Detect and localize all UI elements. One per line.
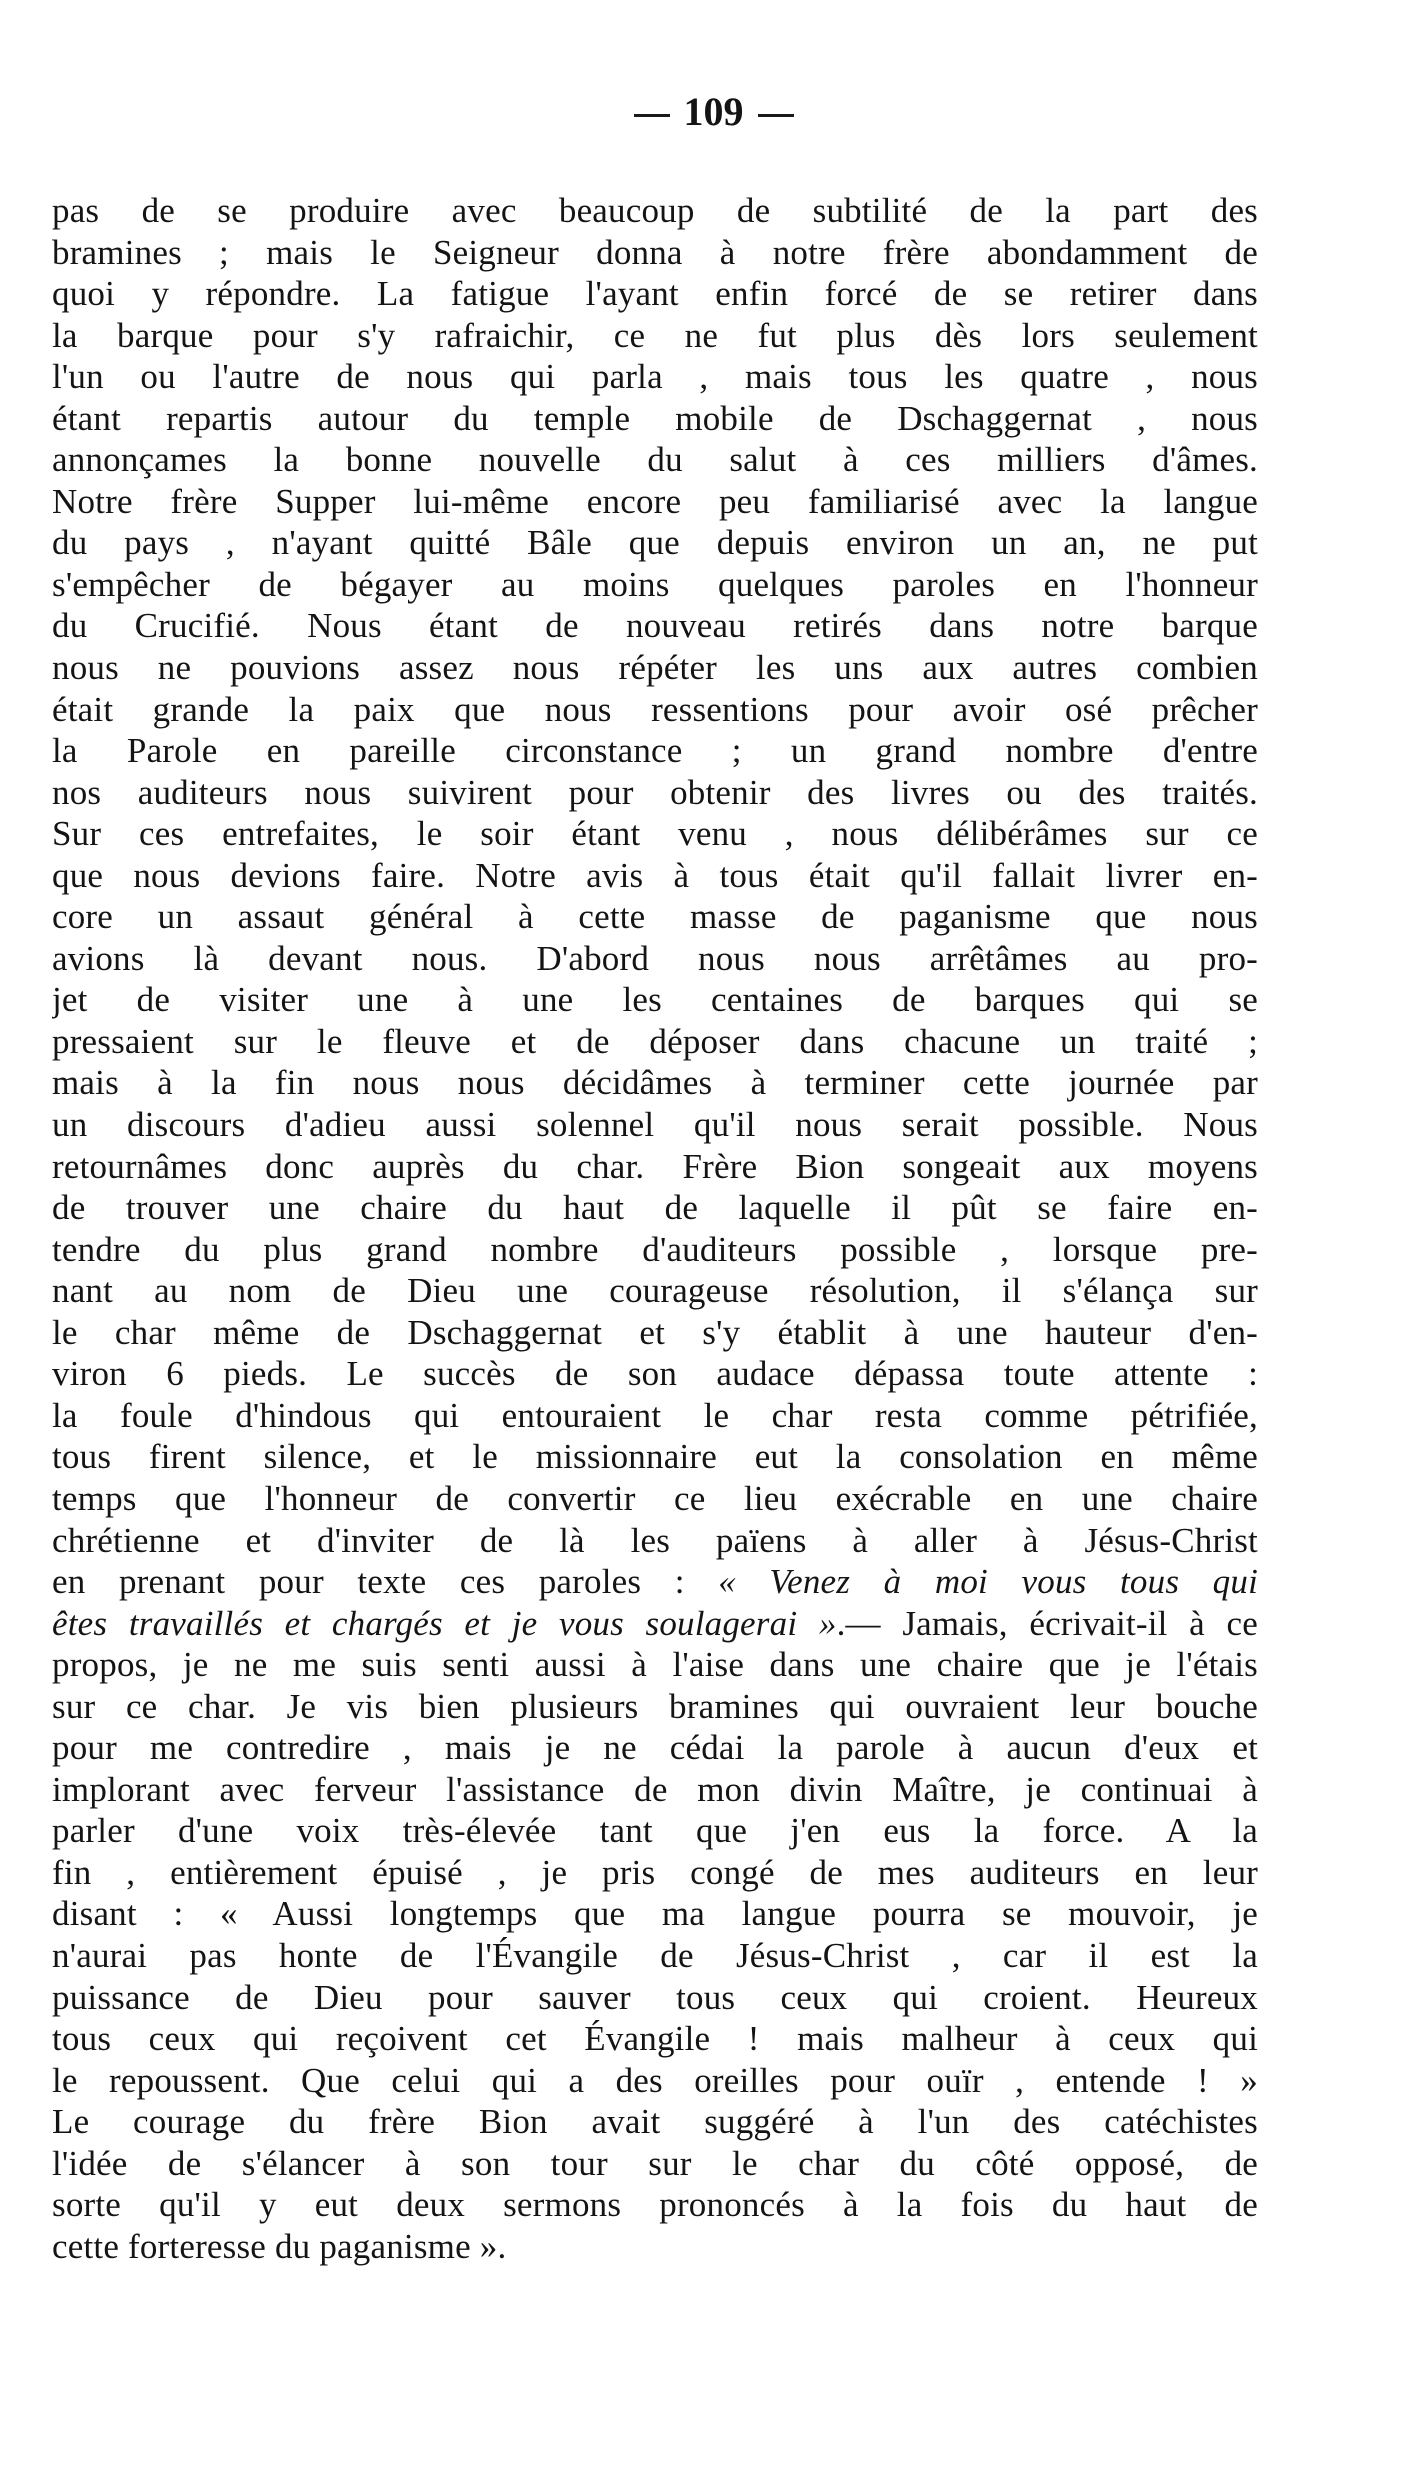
text-line-with-quote bbox=[52, 1603, 1258, 1645]
text-line: un discours d'adieu aussi solennel qu'il nous serait possible. Nous bbox=[52, 1105, 1258, 1145]
text-segment: en prenant pour texte ces paroles : bbox=[52, 1562, 685, 1602]
text-line: était grande la paix que nous ressentions pour avoir osé prêcher bbox=[52, 689, 1258, 729]
page-number-header bbox=[0, 89, 1427, 134]
text-line: nos auditeurs nous suivirent pour obtenir des livres ou des traités. bbox=[52, 772, 1258, 812]
text-line: mais à la fin nous nous décidâmes à terminer cette journée par bbox=[52, 1063, 1258, 1103]
right-dash bbox=[758, 114, 794, 117]
text-line: cette forteresse du paganisme ». bbox=[52, 2226, 507, 2266]
text-line: puissance de Dieu pour sauver tous ceux qui croient. Heureux bbox=[52, 1977, 1258, 2017]
text-line: fin , entièrement épuisé , je pris congé de mes auditeurs en leur bbox=[52, 1852, 1258, 1892]
text-line: annonçames la bonne nouvelle du salut à ces milliers d'âmes. bbox=[52, 440, 1258, 480]
text-line: la barque pour s'y rafraichir, ce ne fut plus dès lors seulement bbox=[52, 315, 1258, 355]
italic-quote: « Venez à moi vous tous qui bbox=[718, 1562, 1258, 1602]
text-line: s'empêcher de bégayer au moins quelques paroles en l'honneur bbox=[52, 564, 1258, 604]
text-line: propos, je ne me suis senti aussi à l'aise dans une chaire que je l'étais bbox=[52, 1645, 1258, 1685]
text-line: retournâmes donc auprès du char. Frère Bion songeait aux moyens bbox=[52, 1146, 1258, 1186]
text-line: disant : « Aussi longtemps que ma langue pourra se mouvoir, je bbox=[52, 1894, 1258, 1934]
text-line: core un assaut général à cette masse de paganisme que nous bbox=[52, 897, 1258, 937]
text-line: parler d'une voix très-élevée tant que j'en eus la force. A la bbox=[52, 1811, 1258, 1851]
text-line: chrétienne et d'inviter de là les païens à aller à Jésus-Christ bbox=[52, 1520, 1258, 1560]
italic-quote: êtes travaillés et chargés et je vous soulagerai » bbox=[52, 1603, 837, 1643]
text-line: nant au nom de Dieu une courageuse résolution, il s'élança sur bbox=[52, 1271, 1258, 1311]
text-line: sur ce char. Je vis bien plusieurs bramines qui ouvraient leur bouche bbox=[52, 1686, 1258, 1726]
page-number: 109 bbox=[683, 89, 744, 134]
text-line-with-quote bbox=[52, 1561, 1258, 1603]
text-line: que nous devions faire. Notre avis à tous était qu'il fallait livrer en- bbox=[52, 855, 1258, 895]
text-line: quoi y répondre. La fatigue l'ayant enfin forcé de se retirer dans bbox=[52, 274, 1258, 314]
text-line: le repoussent. Que celui qui a des oreilles pour ouïr , entende ! » bbox=[52, 2060, 1258, 2100]
body-text bbox=[52, 190, 1258, 2267]
text-line: n'aurai pas honte de l'Évangile de Jésus-Christ , car il est la bbox=[52, 1935, 1258, 1975]
text-line: bramines ; mais le Seigneur donna à notre frère abondamment de bbox=[52, 232, 1258, 272]
text-line: Notre frère Supper lui-même encore peu familiarisé avec la langue bbox=[52, 481, 1258, 521]
text-line: l'idée de s'élancer à son tour sur le char du côté opposé, de bbox=[52, 2143, 1258, 2183]
text-line: temps que l'honneur de convertir ce lieu exécrable en une chaire bbox=[52, 1478, 1258, 1518]
text-line: jet de visiter une à une les centaines de barques qui se bbox=[52, 980, 1258, 1020]
left-dash bbox=[634, 114, 670, 117]
text-line: la Parole en pareille circonstance ; un grand nombre d'entre bbox=[52, 731, 1258, 771]
text-line: nous ne pouvions assez nous répéter les uns aux autres combien bbox=[52, 648, 1258, 688]
text-line: pour me contredire , mais je ne cédai la parole à aucun d'eux et bbox=[52, 1728, 1258, 1768]
text-line: du Crucifié. Nous étant de nouveau retirés dans notre barque bbox=[52, 606, 1258, 646]
text-line: la foule d'hindous qui entouraient le char resta comme pétrifiée, bbox=[52, 1395, 1258, 1435]
text-line: pressaient sur le fleuve et de déposer dans chacune un traité ; bbox=[52, 1021, 1258, 1061]
text-line: tous firent silence, et le missionnaire eut la consolation en même bbox=[52, 1437, 1258, 1477]
text-line: tous ceux qui reçoivent cet Évangile ! mais malheur à ceux qui bbox=[52, 2019, 1258, 2059]
text-line: du pays , n'ayant quitté Bâle que depuis environ un an, ne put bbox=[52, 523, 1258, 563]
text-line: sorte qu'il y eut deux sermons prononcés à la fois du haut de bbox=[52, 2185, 1258, 2225]
text-line: l'un ou l'autre de nous qui parla , mais tous les quatre , nous bbox=[52, 357, 1258, 397]
text-line: implorant avec ferveur l'assistance de mon divin Maître, je continuai à bbox=[52, 1769, 1258, 1809]
text-segment: .— Jamais, écrivait-il à ce bbox=[836, 1603, 1258, 1643]
text-line: Sur ces entrefaites, le soir étant venu , nous délibérâmes sur ce bbox=[52, 814, 1258, 854]
text-line: avions là devant nous. D'abord nous nous arrêtâmes au pro- bbox=[52, 938, 1258, 978]
text-line: viron 6 pieds. Le succès de son audace dépassa toute attente : bbox=[52, 1354, 1258, 1394]
text-line: étant repartis autour du temple mobile de Dschaggernat , nous bbox=[52, 398, 1258, 438]
text-line: de trouver une chaire du haut de laquelle il pût se faire en- bbox=[52, 1188, 1258, 1228]
text-line: Le courage du frère Bion avait suggéré à l'un des catéchistes bbox=[52, 2102, 1258, 2142]
text-line: tendre du plus grand nombre d'auditeurs possible , lorsque pre- bbox=[52, 1229, 1258, 1269]
text-line: pas de se produire avec beaucoup de subtilité de la part des bbox=[52, 191, 1258, 230]
text-line: le char même de Dschaggernat et s'y établit à une hauteur d'en- bbox=[52, 1312, 1258, 1352]
